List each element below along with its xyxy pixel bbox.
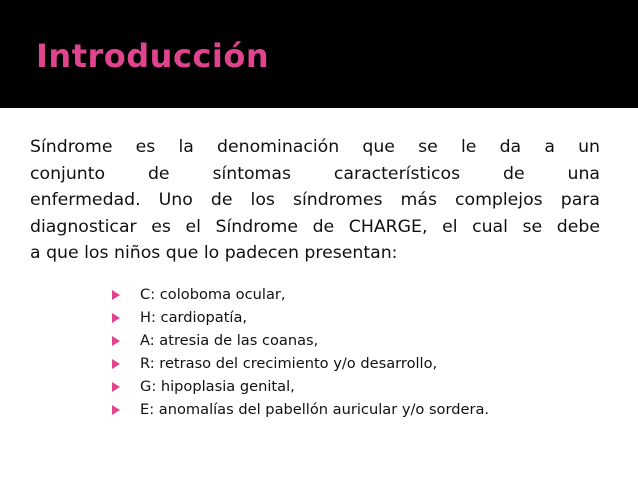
list-item bbox=[112, 306, 489, 329]
list-item bbox=[112, 375, 489, 398]
list-item-text: : retraso del crecimiento y/o desarrollo, bbox=[149, 355, 438, 372]
triangle-bullet-icon bbox=[112, 359, 120, 369]
list-item-letter: C bbox=[140, 286, 151, 303]
list-item bbox=[112, 398, 489, 421]
list-item-letter: E bbox=[140, 401, 150, 418]
paragraph-line: conjunto de síntomas característicos de una bbox=[30, 163, 600, 184]
list-item bbox=[112, 352, 489, 375]
triangle-bullet-icon bbox=[112, 405, 120, 415]
triangle-bullet-icon bbox=[112, 382, 120, 392]
list-item bbox=[112, 329, 489, 352]
list-item-letter: A bbox=[140, 332, 150, 349]
triangle-bullet-icon bbox=[112, 290, 120, 300]
slide-title: Introducción bbox=[36, 37, 270, 75]
list-item-letter: G bbox=[140, 378, 152, 395]
intro-paragraph bbox=[30, 134, 600, 267]
list-item bbox=[112, 283, 489, 306]
charge-criteria-list bbox=[112, 283, 489, 421]
list-item-text: : atresia de las coanas, bbox=[149, 332, 319, 349]
title-bar bbox=[0, 0, 638, 108]
paragraph-line: diagnosticar es el Síndrome de CHARGE, el cual se debe bbox=[30, 216, 600, 237]
list-item-letter: H bbox=[140, 309, 151, 326]
paragraph-line: Síndrome es la denominación que se le da a un bbox=[30, 137, 600, 157]
paragraph-line: enfermedad. Uno de los síndromes más complejos para bbox=[30, 190, 600, 210]
list-item-text: : anomalías del pabellón auricular y/o sordera. bbox=[149, 401, 490, 418]
triangle-bullet-icon bbox=[112, 313, 120, 323]
list-item-text: : hipoplasia genital, bbox=[151, 378, 295, 395]
list-item-letter: R bbox=[140, 355, 150, 372]
triangle-bullet-icon bbox=[112, 336, 120, 346]
paragraph-line: a que los niños que lo padecen presentan: bbox=[30, 243, 398, 263]
list-item-text: : coloboma ocular, bbox=[150, 286, 286, 303]
list-item-text: : cardiopatía, bbox=[150, 309, 248, 326]
